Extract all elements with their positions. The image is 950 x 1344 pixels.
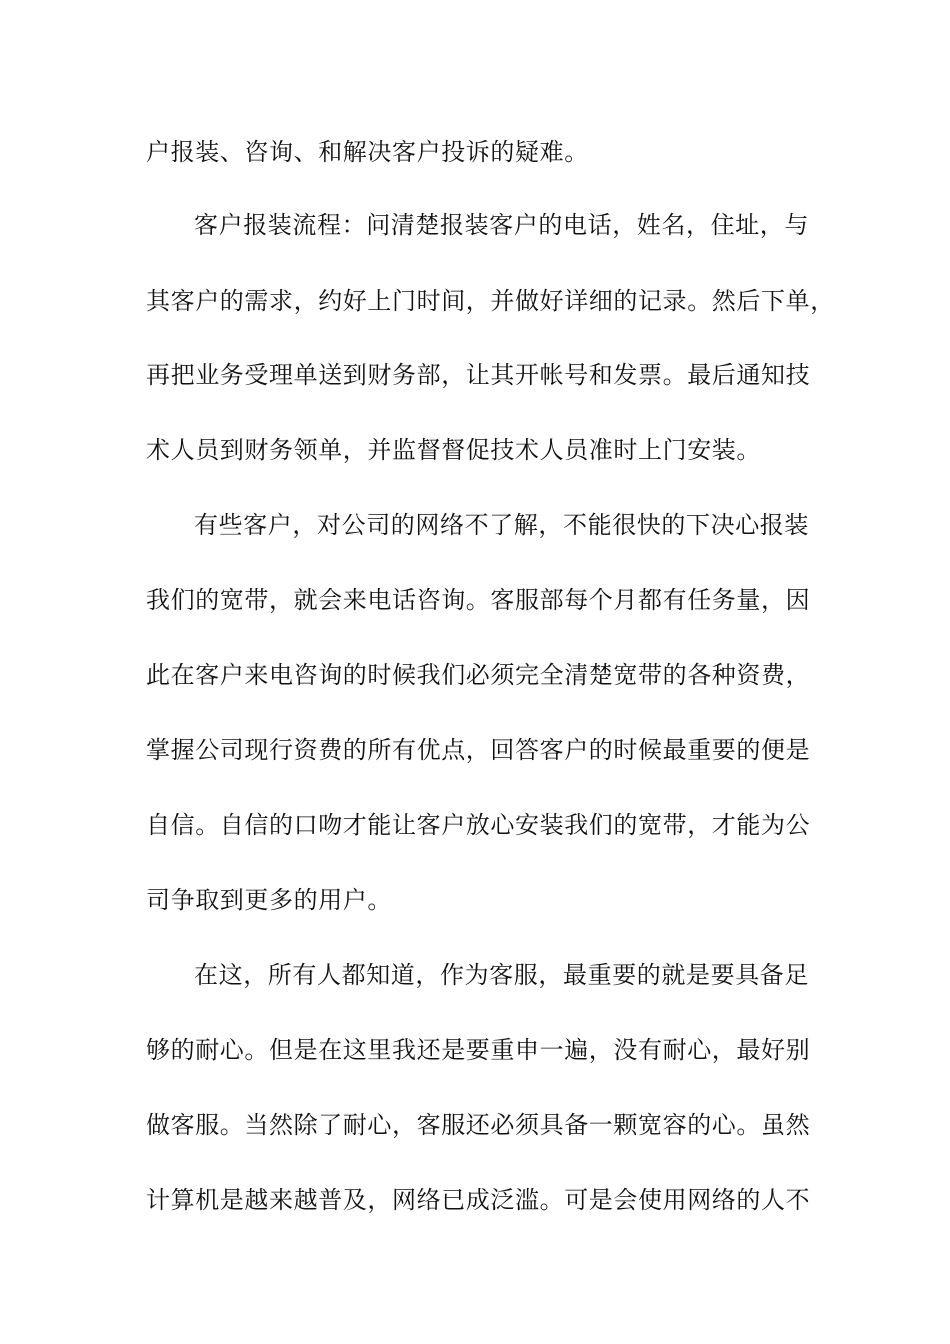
paragraph-start-line: 在这，所有人都知道，作为客服，最重要的就是要具备足 xyxy=(194,961,809,989)
text-line: 我们的宽带，就会来电话咨询。客服部每个月都有任务量，因 xyxy=(146,586,811,614)
text-line: 掌握公司现行资费的所有优点，回答客户的时候最重要的便是 xyxy=(146,736,811,764)
text-line: 术人员到财务领单，并监督督促技术人员准时上门安装。 xyxy=(146,436,761,464)
text-line: 自信。自信的口吻才能让客户放心安装我们的宽带，才能为公 xyxy=(146,811,811,839)
text-line: 户报装、咨询、和解决客户投诉的疑难。 xyxy=(146,138,589,166)
text-line: 司争取到更多的用户。 xyxy=(146,886,392,914)
text-line: 够的耐心。但是在这里我还是要重申一遍，没有耐心，最好别 xyxy=(146,1036,811,1064)
paragraph-start-line: 客户报装流程：问清楚报装客户的电话，姓名，住址，与 xyxy=(194,211,809,239)
text-line: 做客服。当然除了耐心，客服还必须具备一颗宽容的心。虽然 xyxy=(146,1111,811,1139)
text-line: 计算机是越来越普及，网络已成泛滥。可是会使用网络的人不 xyxy=(146,1186,811,1214)
paragraph-start-line: 有些客户，对公司的网络不了解，不能很快的下决心报装 xyxy=(194,511,809,539)
text-line: 再把业务受理单送到财务部，让其开帐号和发票。最后通知技 xyxy=(146,361,811,389)
text-line: 其客户的需求，约好上门时间，并做好详细的记录。然后下单， xyxy=(146,287,835,315)
text-line: 此在客户来电咨询的时候我们必须完全清楚宽带的各种资费， xyxy=(146,661,811,689)
